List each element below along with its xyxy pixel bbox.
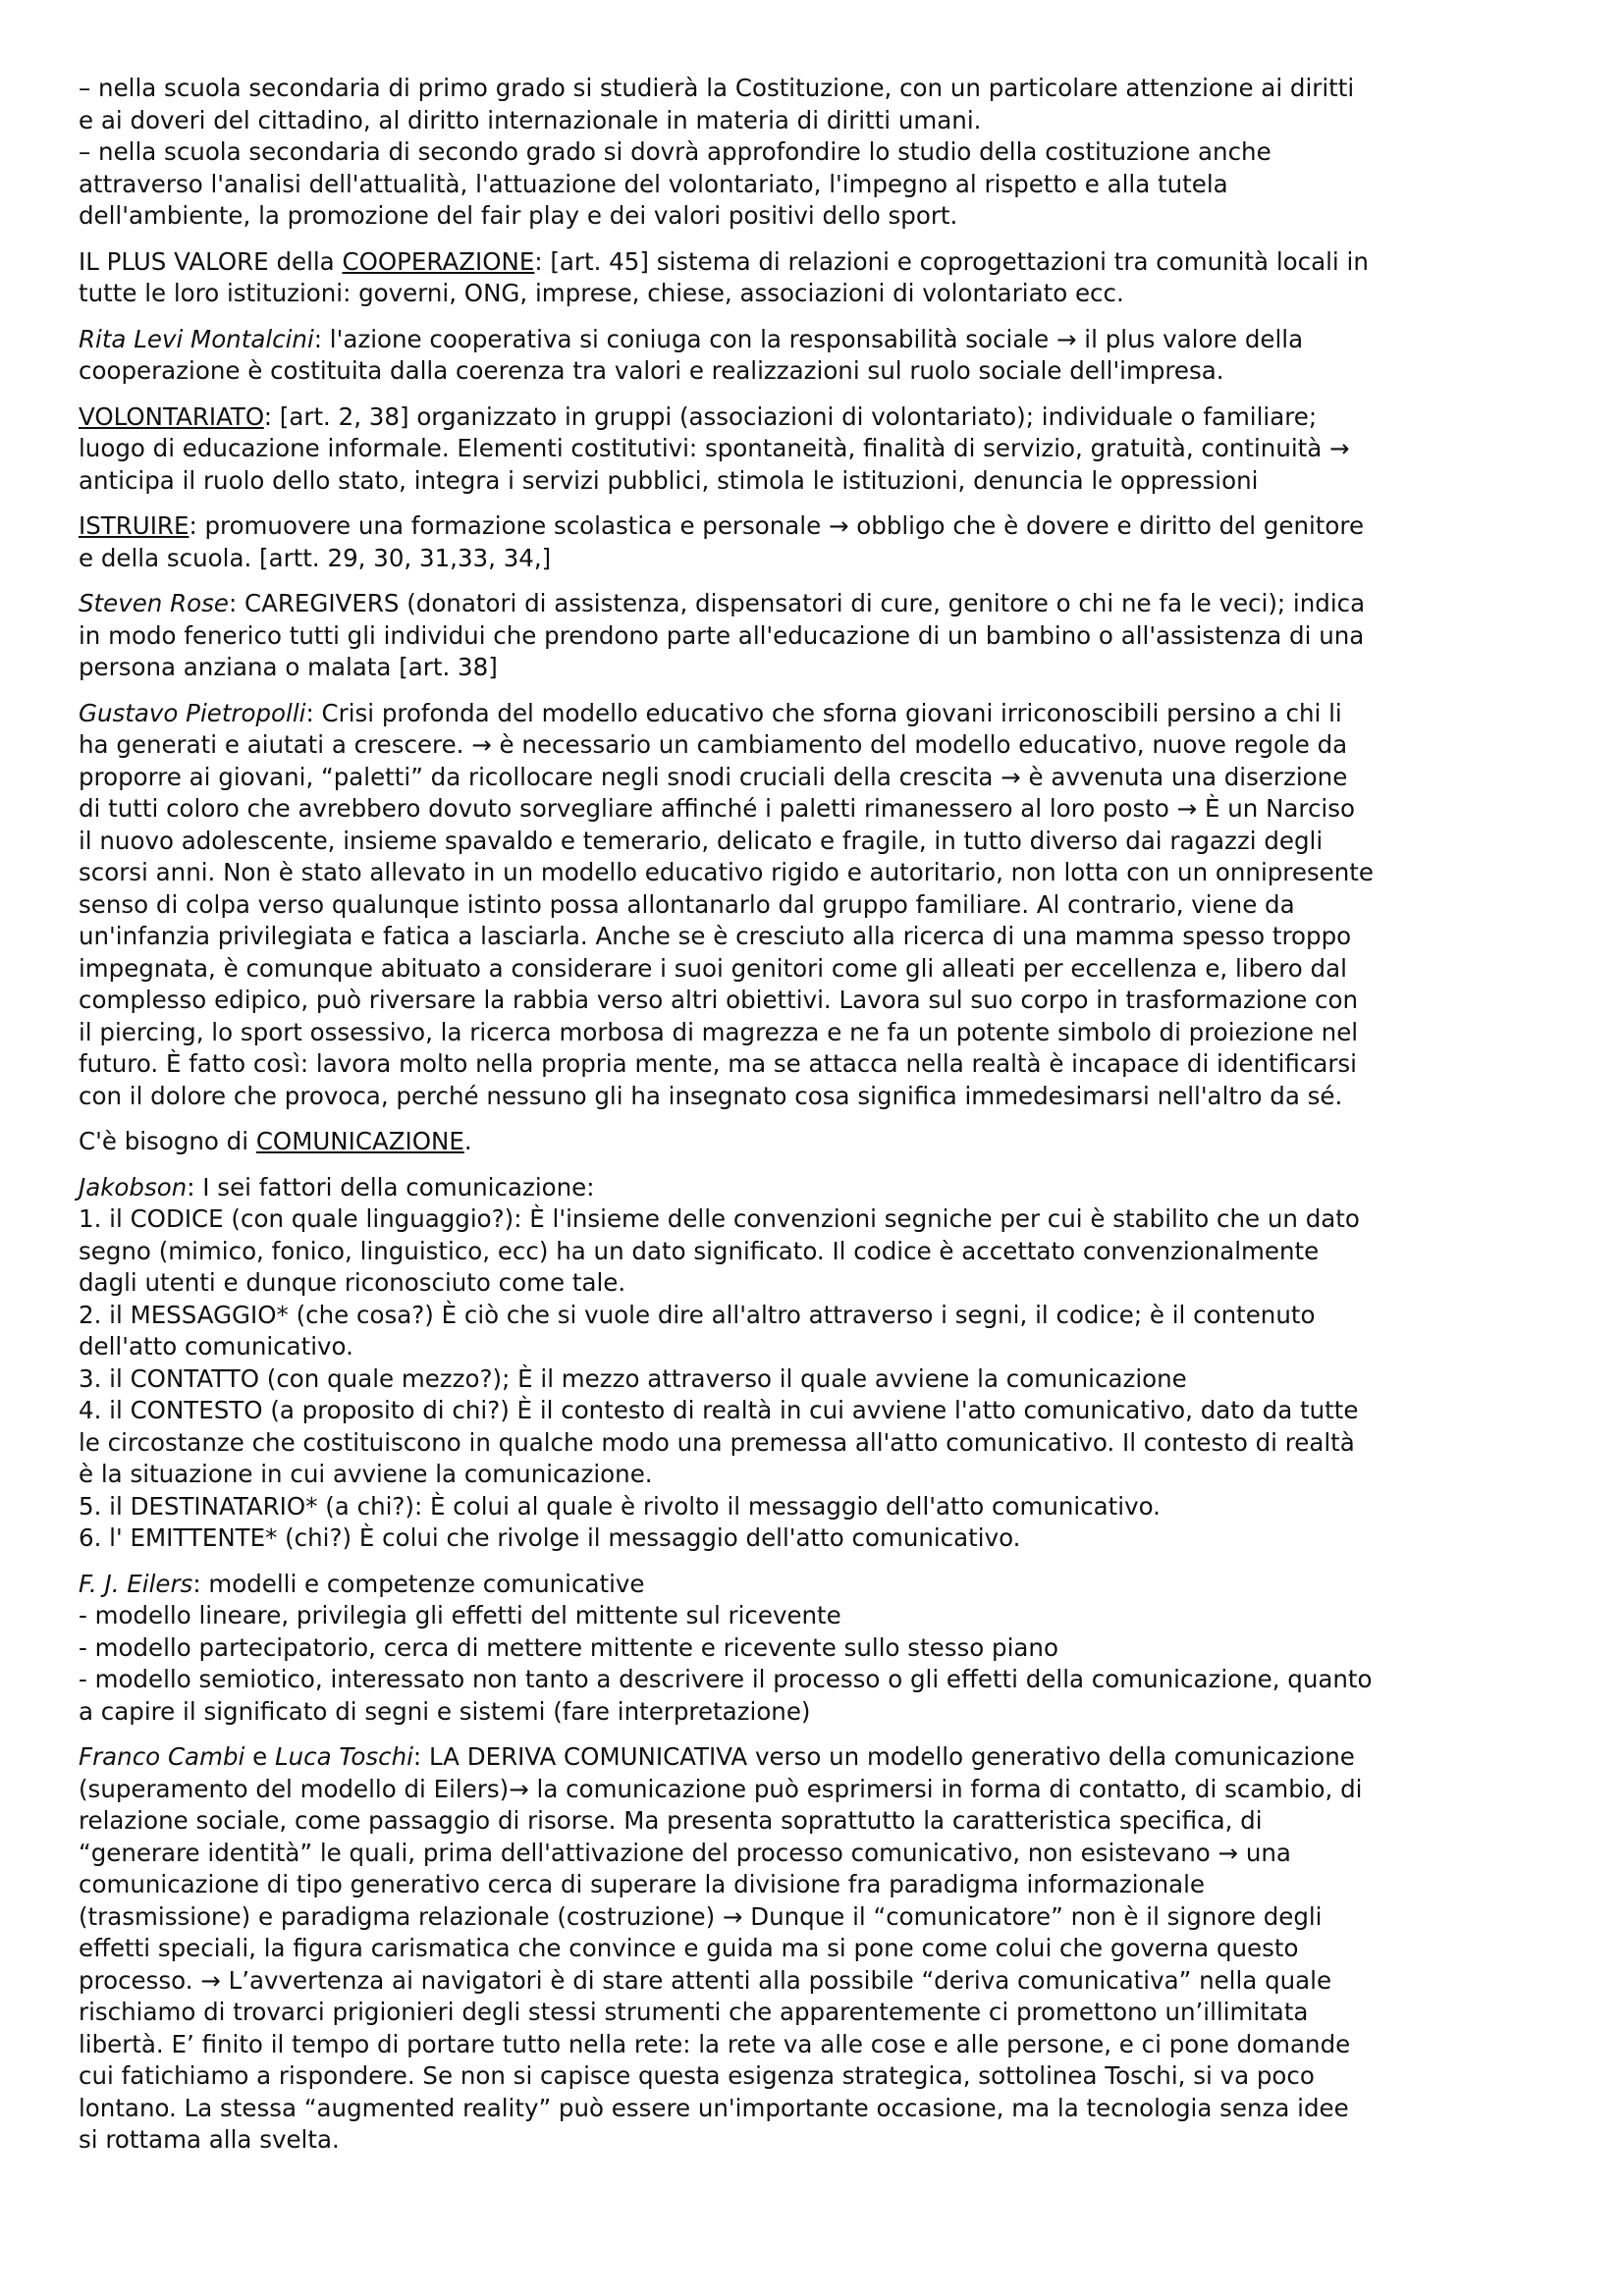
paragraph-jakobson [79, 1172, 1561, 1555]
text-line: cooperazione è costituita dalla coerenza tra valori e realizzazioni sul ruolo sociale dell'impresa. [79, 356, 1224, 385]
text-line: le circostanze che costituiscono in qualche modo una premessa all'atto comunicativo. Il contesto di realtà [79, 1427, 1355, 1457]
text-line: si rottama alla svelta. [79, 2125, 340, 2154]
text-line: - modello partecipatorio, cerca di mettere mittente e ricevente sullo stesso piano [79, 1632, 1058, 1662]
text-line: attraverso l'analisi dell'attualità, l'attuazione del volontariato, l'impegno al rispetto e alla tutela [79, 169, 1228, 198]
text-line: “generare identità” le quali, prima dell'attivazione del processo comunicativo, non esistevano → una [79, 1838, 1291, 1867]
document-page [79, 73, 1561, 2170]
text-line: segno (mimico, fonico, linguistico, ecc) ha un dato significato. Il codice è accettato convenzionalmente [79, 1236, 1320, 1265]
text-line: un'infanzia privilegiata e fatica a lasciarla. Anche se è cresciuto alla ricerca di una mamma spesso troppo [79, 922, 1352, 950]
paragraph-comunicazione [79, 1126, 1561, 1158]
text-line: futuro. È fatto così: lavora molto nella propria mente, ma se attacca nella realtà è incapace di identificarsi [79, 1049, 1357, 1078]
text-conjunction: e [244, 1742, 275, 1771]
author-name: Steven Rose [79, 589, 229, 617]
text-line: complesso edipico, può riversare la rabbia verso altri obiettivi. Lavora sul suo corpo in trasformazione con [79, 986, 1359, 1014]
text-line: 4. il CONTESTO (a proposito di chi?) È il contesto di realtà in cui avviene l'atto comunicativo, dato da tutte [79, 1396, 1359, 1424]
text-line: 6. l' EMITTENTE* (chi?) È colui che rivolge il messaggio dell'atto comunicativo. [79, 1523, 1021, 1552]
term-comunicazione: COMUNICAZIONE [255, 1127, 464, 1155]
text-line: relazione sociale, come passaggio di risorse. Ma presenta soprattutto la caratteristica specifica, di [79, 1806, 1263, 1835]
text-line [79, 1126, 1561, 1158]
text-line: tutte le loro istituzioni: governi, ONG, imprese, chiese, associazioni di volontariato ecc. [79, 279, 1124, 307]
term-volontariato: VOLONTARIATO [79, 401, 264, 431]
author-name: F. J. Eilers [79, 1569, 193, 1598]
paragraph-rose [79, 588, 1561, 684]
text-rest: : promuovere una formazione scolastica e personale → obbligo che è dovere e diritto del genitore [189, 511, 1365, 540]
text-line: (trasmissione) e paradigma relazionale (costruzione) → Dunque il “comunicatore” non è il signore degli [79, 1901, 1323, 1931]
text-line: – nella scuola secondaria di primo grado si studierà la Costituzione, con un particolare attenzione ai diritti [79, 74, 1355, 102]
text-line: rischiamo di trovarci prigionieri degli stessi strumenti che apparentemente ci promettono un’illimitata [79, 1998, 1309, 2026]
text-rest: : Crisi profonda del modello educativo che sforna giovani irriconoscibili persino a chi li [305, 698, 1342, 727]
text-line: lontano. La stessa “augmented reality” può essere un'importante occasione, ma la tecnologia senza idee [79, 2093, 1349, 2122]
text-rest: : [art. 45] sistema di relazioni e coprogettazioni tra comunità locali in [534, 246, 1369, 276]
text-line: 5. il DESTINATARIO* (a chi?): È colui al quale è rivolto il messaggio dell'atto comunicativo. [79, 1491, 1161, 1521]
text-rest: : l'azione cooperativa si coniuga con la responsabilità sociale → il plus valore della [313, 324, 1304, 353]
text-line: dagli utenti e dunque riconosciuto come tale. [79, 1268, 626, 1297]
text-prefix: C'è bisogno di [79, 1127, 256, 1155]
text-line [79, 588, 1561, 620]
text-line: luogo di educazione informale. Elementi costitutivi: spontaneità, finalità di servizio, gratuità, continuità → [79, 434, 1350, 462]
paragraph-costituzione [79, 73, 1561, 233]
text-line: processo. → L’avvertenza ai navigatori è di stare attenti alla possibile “deriva comunicativa” nella quale [79, 1965, 1332, 1995]
text-line: di tutti coloro che avrebbero dovuto sorvegliare affinché i paletti rimanessero al loro posto → È un Narciso [79, 794, 1355, 823]
paragraph-volontariato [79, 401, 1561, 498]
text-rest: : LA DERIVA COMUNICATIVA verso un modello generativo della comunicazione [412, 1742, 1355, 1771]
text-line [79, 246, 1561, 279]
term-cooperazione: COOPERAZIONE [342, 246, 535, 276]
text-line [79, 510, 1561, 543]
text-line: 2. il MESSAGGIO* (che cosa?) È ciò che si vuole dire all'altro attraverso i segni, il codice; è il contenuto [79, 1300, 1316, 1329]
text-line: - modello lineare, privilegia gli effetti del mittente sul ricevente [79, 1601, 841, 1629]
text-line [79, 324, 1561, 356]
text-line: a capire il significato di segni e sistemi (fare interpretazione) [79, 1696, 811, 1726]
text-line: - modello semiotico, interessato non tanto a descrivere il processo o gli effetti della comunicazione, quanto [79, 1665, 1373, 1693]
text-line: libertà. E’ finito il tempo di portare tutto nella rete: la rete va alle cose e alle persone, e ci pone domande [79, 2029, 1351, 2058]
paragraph-montalcini [79, 324, 1561, 388]
text-line: e ai doveri del cittadino, al diritto internazionale in materia di diritti umani. [79, 105, 982, 134]
text-line: il piercing, lo sport ossessivo, la ricerca morbosa di magrezza e ne fa un potente simbolo di proiezione nel [79, 1017, 1359, 1046]
author-name: Jakobson [79, 1172, 188, 1201]
text-line: proporre ai giovani, “paletti” da ricollocare negli snodi cruciali della crescita → è avvenuta una diserzione [79, 762, 1348, 791]
author-name: Rita Levi Montalcini [79, 324, 314, 353]
text-line: dell'ambiente, la promozione del fair play e dei valori positivi dello sport. [79, 201, 958, 230]
text-line: con il dolore che provoca, perché nessuno gli ha insegnato cosa significa immedesimarsi nell'altro da sé. [79, 1081, 1343, 1110]
text-line: effetti speciali, la figura carismatica che convince e guida ma si pone come colui che governa questo [79, 1934, 1299, 1962]
text-line: anticipa il ruolo dello stato, integra i servizi pubblici, stimola le istituzioni, denuncia le oppressioni [79, 465, 1259, 495]
text-line: comunicazione di tipo generativo cerca di superare la divisione fra paradigma informazionale [79, 1870, 1206, 1898]
text-rest: : modelli e competenze comunicative [192, 1569, 645, 1598]
text-prefix: IL PLUS VALORE della [79, 246, 343, 276]
text-line: – nella scuola secondaria di secondo grado si dovrà approfondire lo studio della costituzione anche [79, 137, 1271, 166]
text-line: senso di colpa verso qualunque istinto possa allontanarlo dal gruppo familiare. Al contrario, viene da [79, 889, 1295, 919]
paragraph-pietropolli [79, 698, 1561, 1113]
text-line: impegnata, è comunque abituato a considerare i suoi genitori come gli alleati per eccellenza e, libero dal [79, 953, 1347, 983]
text-line: è la situazione in cui avviene la comunicazione. [79, 1460, 653, 1488]
text-rest: : [art. 2, 38] organizzato in gruppi (associazioni di volontariato); individuale o familiare; [263, 401, 1318, 431]
text-rest: . [463, 1127, 472, 1155]
text-line [79, 698, 1561, 730]
text-line: in modo fenerico tutti gli individui che prendono parte all'educazione di un bambino o all'assistenza di una [79, 620, 1365, 650]
paragraph-cambi-toschi [79, 1741, 1561, 2157]
text-line [79, 401, 1561, 434]
text-line [79, 1172, 1561, 1204]
text-line: e della scuola. [artt. 29, 30, 31,33, 34,] [79, 543, 552, 572]
text-line [79, 1741, 1561, 1774]
paragraph-istruire [79, 510, 1561, 574]
term-istruire: ISTRUIRE [79, 511, 189, 540]
text-rest: : CAREGIVERS (donatori di assistenza, dispensatori di cure, genitore o chi ne fa le veci); indica [228, 589, 1366, 617]
author-name: Franco Cambi [79, 1742, 245, 1771]
author-name: Luca Toschi [274, 1742, 413, 1771]
paragraph-eilers [79, 1569, 1561, 1729]
text-line: ha generati e aiutati a crescere. → è necessario un cambiamento del modello educativo, nuove regole da [79, 730, 1348, 759]
text-line: 1. il CODICE (con quale linguaggio?): È l'insieme delle convenzioni segniche per cui è stabilito che un dato [79, 1204, 1360, 1233]
text-line: il nuovo adolescente, insieme spavaldo e temerario, delicato e fragile, in tutto diverso dai ragazzi degli [79, 826, 1324, 855]
text-line: 3. il CONTATTO (con quale mezzo?); È il mezzo attraverso il quale avviene la comunicazione [79, 1363, 1187, 1393]
author-name: Gustavo Pietropolli [79, 698, 306, 727]
paragraph-cooperazione [79, 246, 1561, 310]
text-line: persona anziana o malata [art. 38] [79, 653, 498, 681]
text-line: dell'atto comunicativo. [79, 1332, 353, 1361]
text-rest: : I sei fattori della comunicazione: [187, 1172, 595, 1201]
text-line: scorsi anni. Non è stato allevato in un modello educativo rigido e autoritario, non lotta con un onnipresente [79, 858, 1374, 886]
text-line: cui fatichiamo a rispondere. Se non si capisce questa esigenza strategica, sottolinea Toschi, si va poco [79, 2061, 1315, 2090]
text-line: (superamento del modello di Eilers)→ la comunicazione può esprimersi in forma di contatto, di scambio, di [79, 1774, 1363, 1803]
text-line [79, 1569, 1561, 1601]
